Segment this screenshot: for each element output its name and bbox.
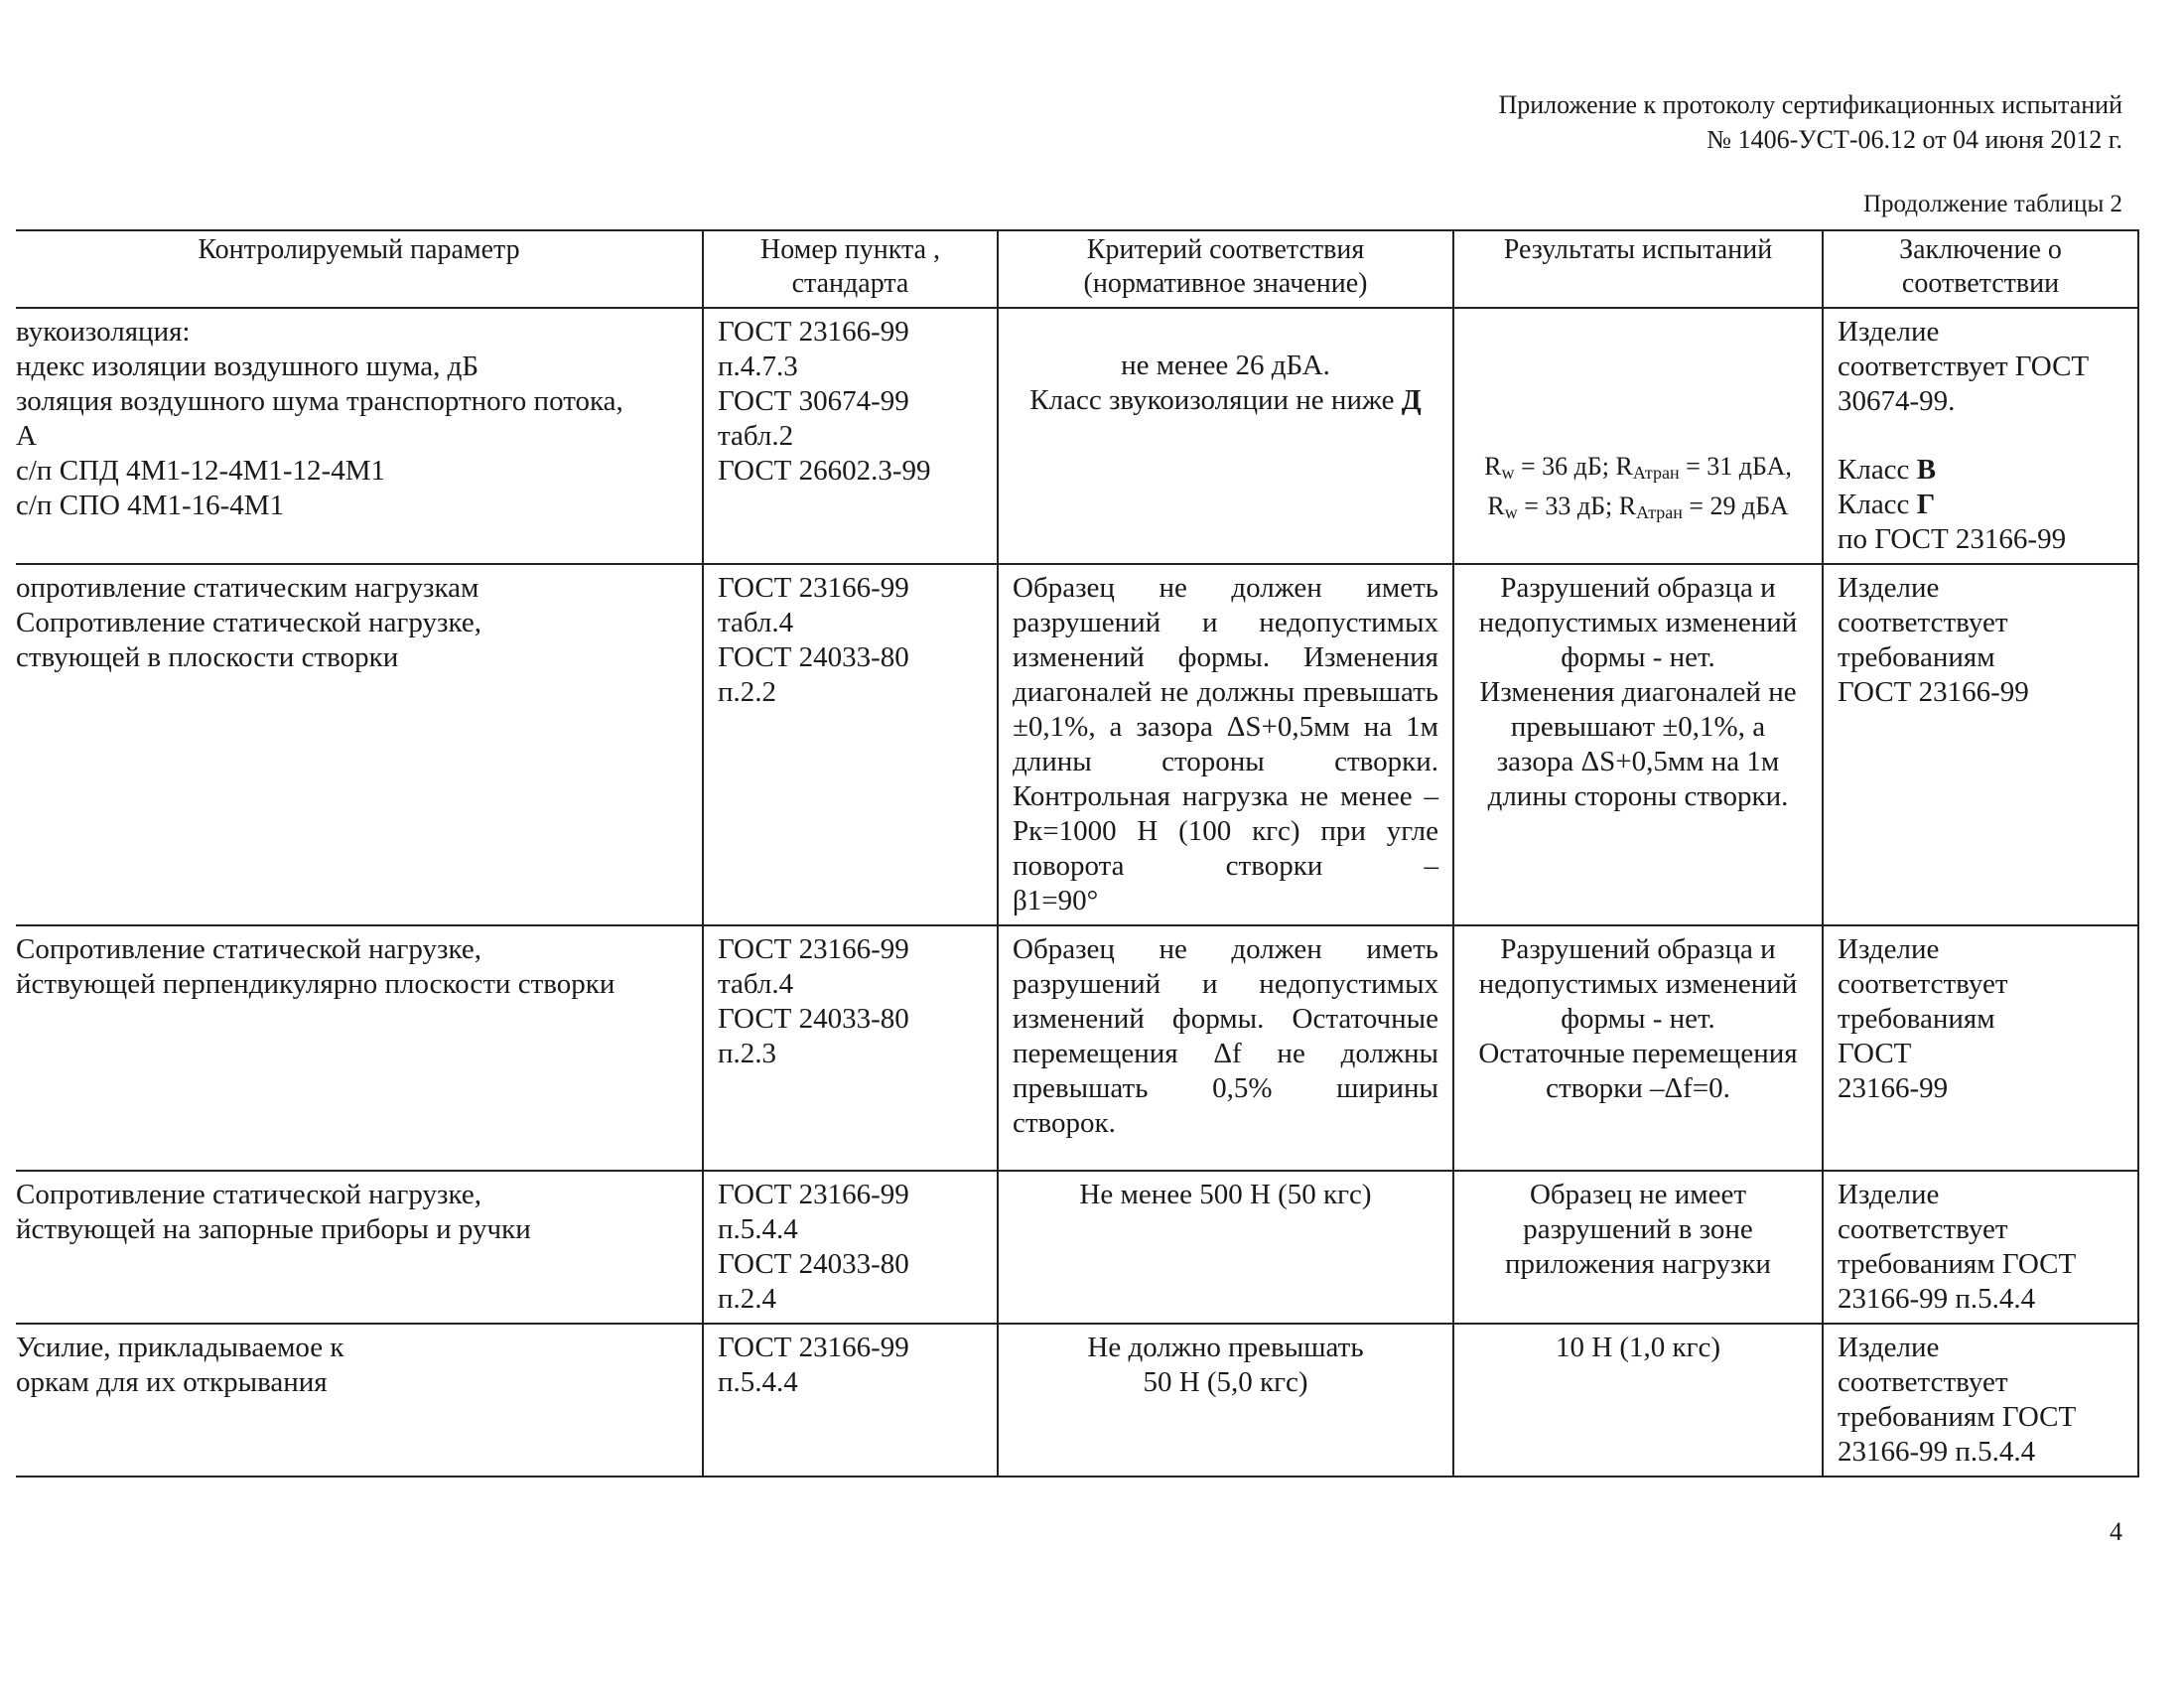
conclusion-line: требованиям ГОСТ xyxy=(1838,1248,2077,1280)
conclusion-line: соответствует xyxy=(1838,968,2008,1000)
results-cell xyxy=(1453,925,1823,1171)
result-line: Изменения диагоналей не xyxy=(1479,676,1797,708)
conclusion-line: 23166-99 п.5.4.4 xyxy=(1838,1436,2036,1468)
criterion-cell xyxy=(998,308,1453,564)
result-line: разрушений в зоне xyxy=(1523,1213,1753,1245)
param-cell xyxy=(16,308,703,564)
criterion-cell xyxy=(998,925,1453,1171)
standard-line: табл.2 xyxy=(718,420,794,452)
criterion-cell xyxy=(998,564,1453,925)
standard-line: п.2.2 xyxy=(718,676,777,708)
param-line: золяция воздушного шума транспортного потока, xyxy=(16,385,623,417)
criterion-text: Образец не должен иметь разрушений и недопустимых изменений формы. Остаточные перемещения Δf не должны превышать 0,5% ширины xyxy=(1013,933,1438,1104)
param-cell xyxy=(16,1324,703,1477)
standard-line: ГОСТ 23166-99 xyxy=(718,1332,909,1363)
standard-line: п.4.7.3 xyxy=(718,351,798,382)
conclusion-cell xyxy=(1823,1324,2138,1477)
sound-class-letter: Д xyxy=(1401,384,1422,416)
standard-line: табл.4 xyxy=(718,968,794,1000)
results-cell xyxy=(1453,564,1823,925)
standard-line: ГОСТ 24033-80 xyxy=(718,1003,909,1035)
criterion-text-last: β1=90° xyxy=(1013,885,1099,916)
result-line-spd: $R_w = 36$ дБ; $R_{Атран} = 31$ дБА, xyxy=(1484,452,1792,483)
standard-cell xyxy=(703,564,998,925)
result-line: недопустимых изменений xyxy=(1478,607,1798,638)
result-line: Остаточные перемещения xyxy=(1478,1038,1798,1069)
col-header-standard: Номер пункта , стандарта xyxy=(703,230,998,308)
standard-line: п.5.4.4 xyxy=(718,1366,798,1398)
param-line: с/п СПО 4М1-16-4М1 xyxy=(16,490,285,521)
standard-line: ГОСТ 30674-99 xyxy=(718,385,909,417)
table-row xyxy=(16,564,2138,925)
param-line: Сопротивление статической нагрузке, xyxy=(16,607,481,638)
result-line: зазора ΔS+0,5мм на 1м xyxy=(1496,746,1780,777)
param-line: вукоизоляция: xyxy=(16,316,191,348)
result-line: Образец не имеет xyxy=(1529,1179,1747,1210)
conclusion-line: требованиям ГОСТ xyxy=(1838,1401,2077,1433)
criterion-line: Не менее 500 Н (50 кгс) xyxy=(1079,1179,1372,1210)
result-line: формы - нет. xyxy=(1561,1003,1715,1035)
result-line: створки –Δf=0. xyxy=(1546,1072,1730,1104)
param-line: Сопротивление статической нагрузке, xyxy=(16,933,481,965)
conclusion-line: 23166-99 п.5.4.4 xyxy=(1838,1283,2036,1315)
standard-line: ГОСТ 23166-99 xyxy=(718,933,909,965)
annex-line-2: № 1406-УСТ-06.12 от 04 июня 2012 г. xyxy=(1706,125,2122,154)
result-line: приложения нагрузки xyxy=(1505,1248,1771,1280)
standard-line: ГОСТ 24033-80 xyxy=(718,641,909,673)
param-line: с/п СПД 4М1-12-4М1-12-4М1 xyxy=(16,455,386,487)
criterion-line: 50 Н (5,0 кгс) xyxy=(1143,1366,1308,1398)
criterion-line: Класс звукоизоляции не ниже Д xyxy=(1029,384,1422,416)
param-line: йствующей на запорные приборы и ручки xyxy=(16,1213,531,1245)
conclusion-class-spd: Класс В xyxy=(1838,454,1937,486)
standard-line: п.2.3 xyxy=(718,1038,777,1069)
annex-line-1: Приложение к протоколу сертификационных испытаний xyxy=(1498,90,2122,119)
results-cell xyxy=(1453,1324,1823,1477)
conclusion-line: ГОСТ xyxy=(1838,1038,1912,1069)
results-cell xyxy=(1453,1171,1823,1324)
conclusion-cell xyxy=(1823,1171,2138,1324)
standard-cell xyxy=(703,1324,998,1477)
col-header-parameter: Контролируемый параметр xyxy=(16,230,703,308)
result-line: недопустимых изменений xyxy=(1478,968,1798,1000)
page-number: 4 xyxy=(2110,1517,2122,1546)
param-line: опротивление статическим нагрузкам xyxy=(16,572,479,604)
conclusion-cell xyxy=(1823,925,2138,1171)
annex-header xyxy=(1498,87,2122,157)
standard-cell xyxy=(703,925,998,1171)
standard-cell xyxy=(703,308,998,564)
conclusion-line: Изделие xyxy=(1838,572,1940,604)
standard-line: табл.4 xyxy=(718,607,794,638)
table-row xyxy=(16,308,2138,564)
standard-line: ГОСТ 26602.3-99 xyxy=(718,455,931,487)
col-header-conclusion: Заключение о соответствии xyxy=(1823,230,2138,308)
standard-cell xyxy=(703,1171,998,1324)
conclusion-line: Изделие xyxy=(1838,1332,1940,1363)
param-line: ствующей в плоскости створки xyxy=(16,641,399,673)
conclusion-line: соответствует xyxy=(1838,1366,2008,1398)
result-line: 10 Н (1,0 кгс) xyxy=(1555,1332,1721,1363)
test-results-table xyxy=(16,229,2139,1477)
conclusion-line: соответствует xyxy=(1838,607,2008,638)
conclusion-line: 23166-99 xyxy=(1838,1072,1949,1104)
result-line-spo: $R_w = 33$ дБ; $R_{Атран} = 29$ дБА xyxy=(1487,492,1789,522)
conclusion-class-spo: Класс Г xyxy=(1838,489,1936,520)
conclusion-line: 30674-99. xyxy=(1838,385,1956,417)
table-row xyxy=(16,925,2138,1171)
param-line: А xyxy=(16,420,37,452)
standard-line: ГОСТ 23166-99 xyxy=(718,1179,909,1210)
standard-line: п.5.4.4 xyxy=(718,1213,798,1245)
conclusion-cell xyxy=(1823,564,2138,925)
conclusion-cell xyxy=(1823,308,2138,564)
table-row xyxy=(16,1324,2138,1477)
result-line: длины стороны створки. xyxy=(1487,780,1789,812)
param-line: ндекс изоляции воздушного шума, дБ xyxy=(16,351,479,382)
table-continuation-label: Продолжение таблицы 2 xyxy=(1862,191,2122,217)
conclusion-line: по ГОСТ 23166-99 xyxy=(1838,523,2067,555)
conclusion-line: Изделие xyxy=(1838,1179,1940,1210)
conclusion-line: требованиям xyxy=(1838,1003,1995,1035)
conclusion-line: Изделие xyxy=(1838,316,1940,348)
param-cell xyxy=(16,1171,703,1324)
param-line: Усилие, прикладываемое к xyxy=(16,1332,344,1363)
standard-line: ГОСТ 23166-99 xyxy=(718,572,909,604)
result-line: Разрушений образца и xyxy=(1500,933,1776,965)
results-cell xyxy=(1453,308,1823,564)
criterion-line: не менее 26 дБА. xyxy=(1121,350,1330,381)
conclusion-line: требованиям xyxy=(1838,641,1995,673)
conclusion-line: соответствует xyxy=(1838,1213,2008,1245)
criterion-text: Образец не должен иметь разрушений и недопустимых изменений формы. Изменения диагоналей не должны превышать ±0,1%, а зазора ΔS+0,5мм на 1м длины стороны створки. Контрольная нагрузка не менее – Pк=1000 Н (100 кгс) при угле поворота створки – xyxy=(1013,572,1438,882)
standard-line: ГОСТ 23166-99 xyxy=(718,316,909,348)
table-row xyxy=(16,1171,2138,1324)
criterion-line: Не должно превышать xyxy=(1087,1332,1364,1363)
conclusion-line: ГОСТ 23166-99 xyxy=(1838,676,2029,708)
criterion-cell xyxy=(998,1324,1453,1477)
param-line: Сопротивление статической нагрузке, xyxy=(16,1179,481,1210)
result-line: Разрушений образца и xyxy=(1500,572,1776,604)
col-header-criterion: Критерий соответствия (нормативное значение) xyxy=(998,230,1453,308)
table-header-row xyxy=(16,230,2138,308)
criterion-cell xyxy=(998,1171,1453,1324)
criterion-text-last: створок. xyxy=(1013,1107,1116,1139)
standard-line: ГОСТ 24033-80 xyxy=(718,1248,909,1280)
result-line: превышают ±0,1%, а xyxy=(1510,711,1766,743)
conclusion-line: Изделие xyxy=(1838,933,1940,965)
param-cell xyxy=(16,564,703,925)
col-header-results: Результаты испытаний xyxy=(1453,230,1823,308)
standard-line: п.2.4 xyxy=(718,1283,777,1315)
result-line: формы - нет. xyxy=(1561,641,1715,673)
param-line: оркам для их открывания xyxy=(16,1366,328,1398)
conclusion-line: соответствует ГОСТ xyxy=(1838,351,2090,382)
param-line: йствующей перпендикулярно плоскости створки xyxy=(16,968,615,1000)
param-cell xyxy=(16,925,703,1171)
